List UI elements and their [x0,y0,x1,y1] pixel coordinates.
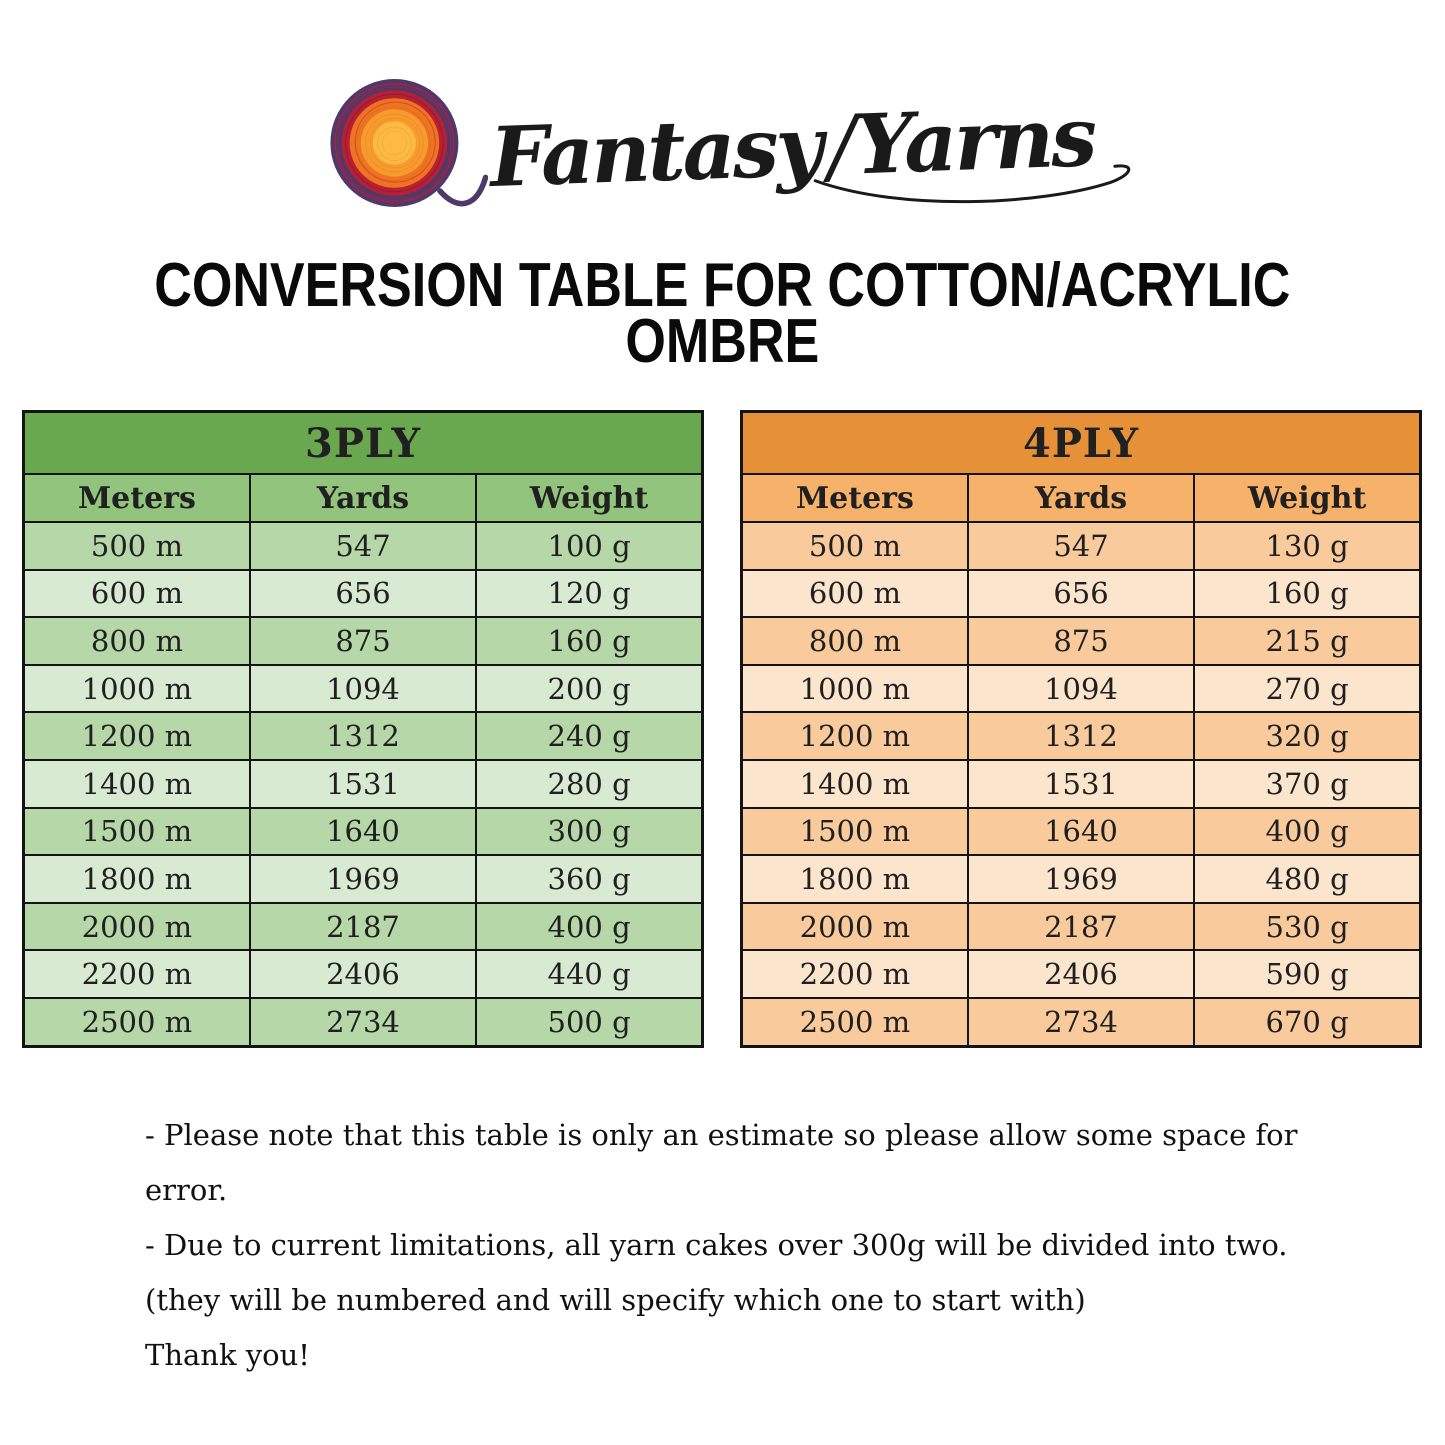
table-cell: 240 g [476,712,702,760]
table-cell: 270 g [1194,665,1420,713]
table-row [742,950,1421,998]
table-cell: 656 [968,570,1194,618]
table-cell: 1200 m [24,712,250,760]
table-cell: 1531 [968,760,1194,808]
column-header: Weight [1194,474,1420,522]
table-row [24,570,703,618]
table-cell: 800 m [24,617,250,665]
table-cell: 2734 [968,998,1194,1046]
logo [0,62,1445,232]
table-cell: 120 g [476,570,702,618]
table-cell: 590 g [1194,950,1420,998]
table-title-row [24,412,703,475]
table-4ply [740,410,1422,1048]
table-row [24,760,703,808]
table-cell: 2734 [250,998,476,1046]
table-row [24,855,703,903]
table-title: 4PLY [742,412,1421,475]
conversion-tables [22,410,1422,1048]
table-row [742,712,1421,760]
table-cell: 1800 m [742,855,968,903]
table-cell: 320 g [1194,712,1420,760]
column-header: Yards [968,474,1194,522]
table-cell: 656 [250,570,476,618]
brand-separator: / [827,98,855,195]
table-cell: 500 m [742,522,968,570]
column-header: Meters [742,474,968,522]
table-cell: 2187 [968,903,1194,951]
table-cell: 2187 [250,903,476,951]
table-cell: 1531 [250,760,476,808]
table-row [742,855,1421,903]
table-cell: 2200 m [24,950,250,998]
table-cell: 130 g [1194,522,1420,570]
table-cell: 547 [250,522,476,570]
table-cell: 1969 [968,855,1194,903]
table-3ply [22,410,704,1048]
table-cell: 547 [968,522,1194,570]
table-row [24,522,703,570]
table-row [742,760,1421,808]
table-cell: 160 g [1194,570,1420,618]
table-cell: 600 m [742,570,968,618]
table-cell: 200 g [476,665,702,713]
table-row [742,998,1421,1046]
table-row [24,950,703,998]
table-cell: 215 g [1194,617,1420,665]
table-cell: 1094 [250,665,476,713]
note-divided: - Due to current limitations, all yarn cakes over 300g will be divided into two. (they will be numbered and will specify which one to start with) [145,1228,1288,1317]
brand-wordmark [489,88,1126,206]
column-header: Meters [24,474,250,522]
table-row [24,998,703,1046]
table-cell: 2500 m [24,998,250,1046]
table-cell: 300 g [476,808,702,856]
table-cell: 1094 [968,665,1194,713]
table-cell: 1200 m [742,712,968,760]
footer-notes [145,1108,1315,1383]
table-cell: 800 m [742,617,968,665]
table-row [742,570,1421,618]
table-cell: 1500 m [742,808,968,856]
table-cell: 530 g [1194,903,1420,951]
table-cell: 400 g [476,903,702,951]
table-cell: 1312 [968,712,1194,760]
note-estimate: - Please note that this table is only an estimate so please allow some space for error. [145,1118,1298,1207]
table-cell: 440 g [476,950,702,998]
note-thanks: Thank you! [145,1338,310,1372]
table-cell: 500 g [476,998,702,1046]
table-row [742,617,1421,665]
table-cell: 100 g [476,522,702,570]
table-cell: 600 m [24,570,250,618]
table-cell: 1640 [968,808,1194,856]
table-cell: 2000 m [742,903,968,951]
table-row [24,712,703,760]
table-cell: 1640 [250,808,476,856]
table-header-row [24,474,703,522]
table-row [742,522,1421,570]
brand-swash-flourish [810,151,1142,222]
table-row [24,808,703,856]
table-cell: 2500 m [742,998,968,1046]
table-cell: 1800 m [24,855,250,903]
yarn-ball-icon [320,67,488,227]
table-cell: 360 g [476,855,702,903]
table-cell: 370 g [1194,760,1420,808]
table-title-row [742,412,1421,475]
table-cell: 280 g [476,760,702,808]
table-row [24,665,703,713]
page-title [0,251,1445,376]
table-row [24,903,703,951]
table-row [24,617,703,665]
table-cell: 160 g [476,617,702,665]
page-title-line1: CONVERSION TABLE FOR COTTON/ACRYLIC [154,251,1291,320]
table-row [742,665,1421,713]
table-cell: 480 g [1194,855,1420,903]
table-cell: 2406 [250,950,476,998]
table-title: 3PLY [24,412,703,475]
table-cell: 500 m [24,522,250,570]
table-cell: 1312 [250,712,476,760]
table-row [742,903,1421,951]
table-cell: 1500 m [24,808,250,856]
table-cell: 1000 m [742,665,968,713]
table-cell: 400 g [1194,808,1420,856]
table-cell: 2000 m [24,903,250,951]
column-header: Weight [476,474,702,522]
table-row [742,808,1421,856]
table-header-row [742,474,1421,522]
table-cell: 2406 [968,950,1194,998]
table-cell: 875 [968,617,1194,665]
column-header: Yards [250,474,476,522]
table-cell: 2200 m [742,950,968,998]
page-title-line2: OMBRE [625,307,820,376]
table-cell: 1400 m [24,760,250,808]
brand-second: Yarns [853,89,1097,194]
table-cell: 1969 [250,855,476,903]
table-cell: 1000 m [24,665,250,713]
table-cell: 875 [250,617,476,665]
table-cell: 1400 m [742,760,968,808]
brand-first: Fantasy [488,98,823,207]
table-cell: 670 g [1194,998,1420,1046]
